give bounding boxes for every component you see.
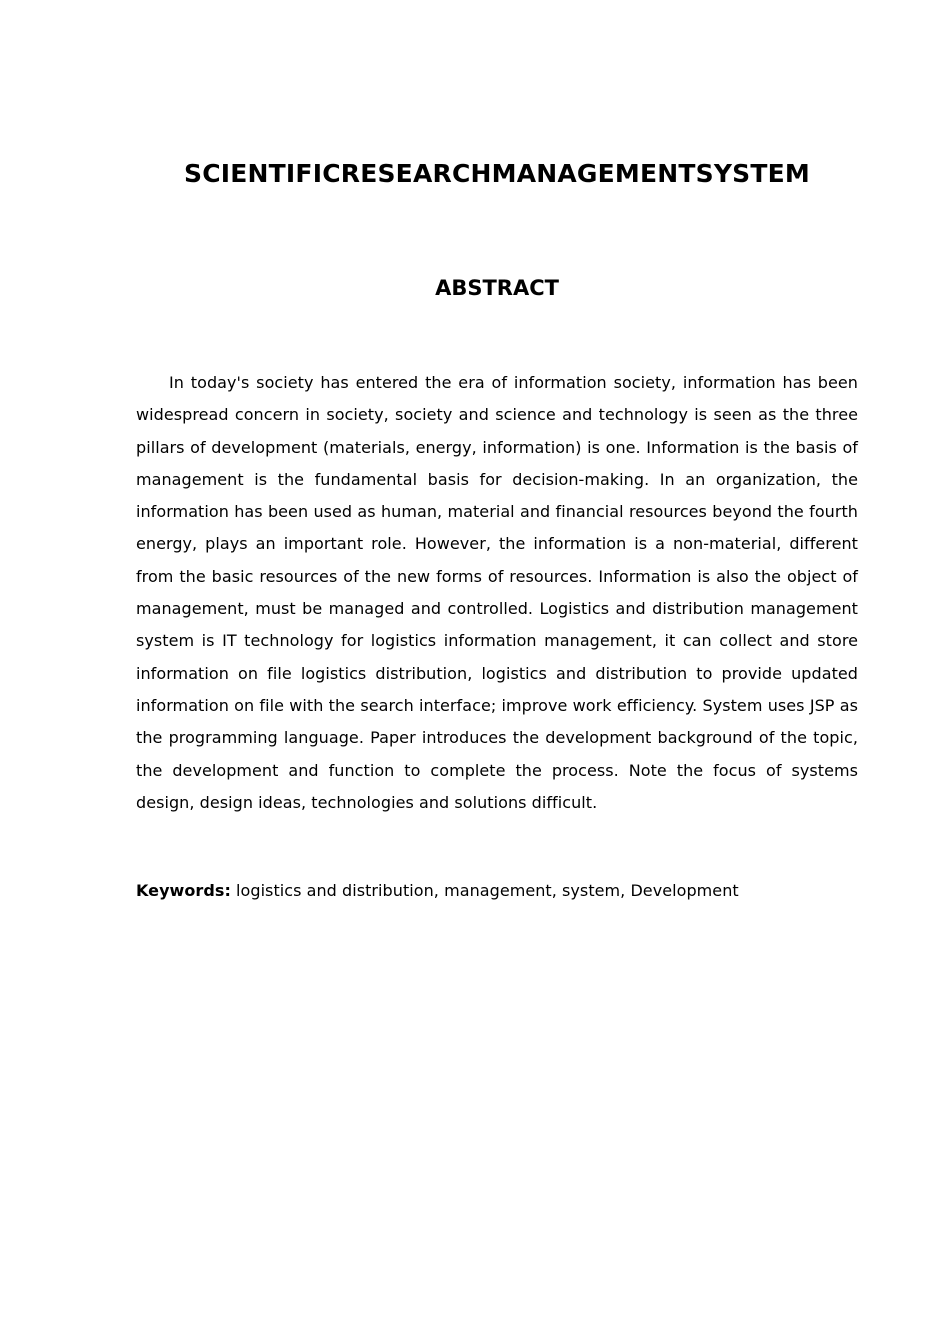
- keywords-text: logistics and distribution, management, system, Development: [230, 881, 739, 900]
- abstract-paragraph: In today's society has entered the era of information society, information has been widespread concern in society, society and science and technology is seen as the three pillars of development (materials, energy, information) is one. Information is the basis of management is the fundamental basis for decision-making. In an organization, the information has been used as human, material and financial resources beyond the fourth energy, plays an important role. However, the information is a non-material, different from the basic resources of the new forms of resources. Information is also the object of management, must be managed and controlled. Logistics and distribution management system is IT technology for logistics information management, it can collect and store information on file logistics distribution, logistics and distribution to provide updated information on file with the search interface; improve work efficiency. System uses JSP as the programming language. Paper introduces the development background of the topic, the development and function to complete the process. Note the focus of systems design, design ideas, technologies and solutions difficult.: [136, 373, 858, 812]
- keywords-label: Keywords:: [136, 881, 231, 900]
- keywords-line: [136, 878, 858, 904]
- document-title: SCIENTIFICRESEARCHMANAGEMENTSYSTEM: [184, 159, 810, 188]
- abstract-heading: ABSTRACT: [435, 276, 559, 300]
